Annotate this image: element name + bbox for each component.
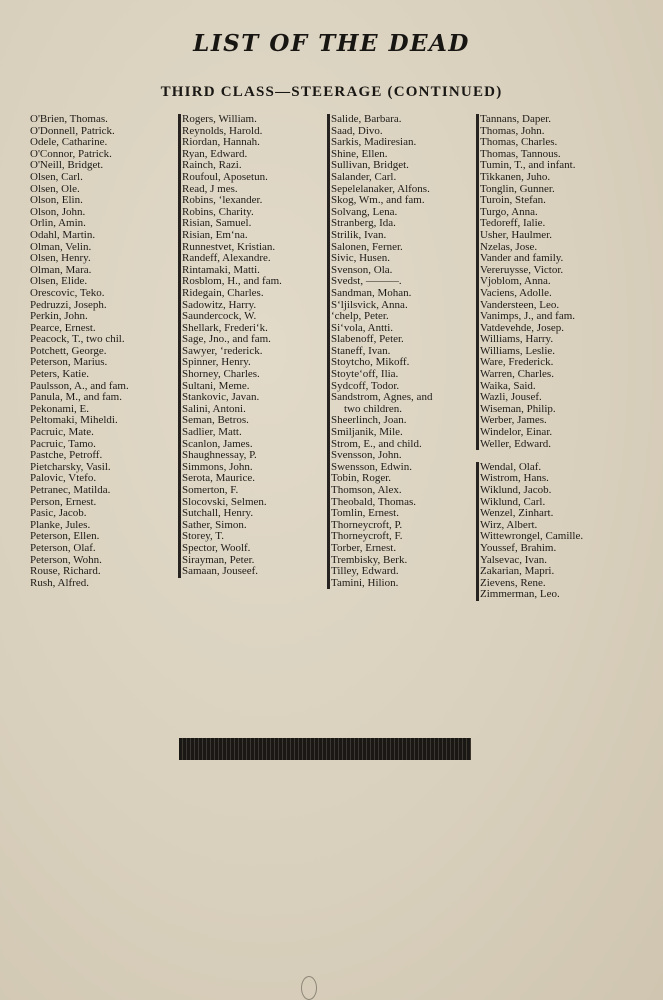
name-entry: Pacruic, Tamo. — [30, 437, 96, 450]
name-entry: Theobald, Thomas. — [327, 497, 475, 509]
name-entry: Shorney, Charles. — [178, 369, 326, 381]
name-entry: Olsen, Ole. — [30, 182, 80, 195]
name-entry: Peacock, T., two chil. — [30, 333, 125, 346]
name-entry: Ridegain, Charles. — [178, 288, 326, 300]
name-entry: Thorneycroft, P. — [327, 520, 475, 532]
name-entry: Vatdevehde, Josep. — [476, 323, 636, 335]
name-entry: Tonglin, Gunner. — [476, 184, 636, 196]
name-entry: Olman, Velin. — [30, 240, 92, 253]
name-entry: Peterson, Marius. — [30, 356, 108, 369]
name-entry: Olsen, Carl. — [30, 170, 83, 183]
name-entry: Swensson, Edwin. — [327, 462, 475, 474]
name-entry: Tumin, T., and infant. — [476, 160, 636, 172]
name-entry: Trembisky, Berk. — [327, 555, 475, 567]
name-entry: Read, J mes. — [178, 184, 326, 196]
name-entry: Wiklund, Carl. — [476, 497, 636, 509]
name-entry: Stoyte‘off, Ilia. — [327, 369, 475, 381]
name-entry: Pearce, Ernest. — [30, 321, 96, 334]
name-entry: Si‘vola, Antti. — [327, 323, 475, 335]
name-entry: Nzelas, Jose. — [476, 242, 636, 254]
name-entry: Tikkanen, Juho. — [476, 172, 636, 184]
name-entry: Sandman, Mohan. — [327, 288, 475, 300]
name-entry: Yalsevac, Ivan. — [476, 555, 636, 567]
page-number-mark — [301, 976, 317, 1000]
name-entry: Tilley, Edward. — [327, 566, 475, 578]
name-entry: Person, Ernest. — [30, 495, 97, 508]
name-entry: Shellark, Frederi‘k. — [178, 323, 326, 335]
name-entry: Skog, Wm., and fam. — [327, 195, 475, 207]
name-entry: Vereruysse, Victor. — [476, 265, 636, 277]
name-entry: Simmons, John. — [178, 462, 326, 474]
name-entry: Riordan, Hannah. — [178, 137, 326, 149]
name-entry: Spinner, Henry. — [178, 357, 326, 369]
name-entry: Serota, Maurice. — [178, 473, 326, 485]
name-entry: Pedruzzi, Joseph. — [30, 298, 107, 311]
name-entry: Peltomaki, Miheldi. — [30, 414, 118, 427]
name-entry: ‘chelp, Peter. — [327, 311, 475, 323]
name-entry: Wendal, Olaf. — [476, 462, 636, 474]
name-entry: Youssef, Brahim. — [476, 543, 636, 555]
name-entry: Sadowitz, Harry. — [178, 300, 326, 312]
name-entry: Peters, Katie. — [30, 368, 89, 381]
name-entry: Wiklund, Jacob. — [476, 485, 636, 497]
name-entry: Windelor, Einar. — [476, 427, 636, 439]
name-entry: Shaughnessay, P. — [178, 450, 326, 462]
name-entry: Sather, Simon. — [178, 520, 326, 532]
name-entry: Olman, Mara. — [30, 263, 92, 276]
name-entry: Runnestvet, Kristian. — [178, 242, 326, 254]
name-entry: Warren, Charles. — [476, 369, 636, 381]
name-entry: Peterson, Wohn. — [30, 553, 102, 566]
name-entry: Thomson, Alex. — [327, 485, 475, 497]
name-entry: Wistrom, Hans. — [476, 473, 636, 485]
name-entry: Zimmerman, Leo. — [476, 589, 636, 601]
name-entry: Wiseman, Philip. — [476, 404, 636, 416]
name-column-3 — [327, 114, 475, 589]
name-entry: Robins, ‘lexander. — [178, 195, 326, 207]
name-entry: Petranec, Matilda. — [30, 484, 111, 496]
name-entry: Werber, James. — [476, 415, 636, 427]
name-entry: Zievens, Rene. — [476, 578, 636, 590]
name-entry: Scanlon, James. — [178, 439, 326, 451]
name-entry: Seman, Betros. — [178, 415, 326, 427]
name-entry: Tannans, Daper. — [476, 114, 636, 126]
name-entry: Thomas, Charles. — [476, 137, 636, 149]
name-entry: Stoytcho, Mikoff. — [327, 357, 475, 369]
name-entry: Roufoul, Aposetun. — [178, 172, 326, 184]
name-column-4 — [476, 114, 636, 601]
name-entry: Orescovic, Teko. — [30, 286, 105, 299]
name-entry: Weller, Edward. — [476, 439, 636, 451]
name-entry: Tobin, Roger. — [327, 473, 475, 485]
name-entry: Perkin, John. — [30, 310, 88, 323]
name-column-1 — [30, 114, 176, 589]
page-title: LIST OF THE DEAD — [193, 30, 470, 57]
name-column-2 — [178, 114, 326, 578]
name-entry: Pekonami, E. — [30, 402, 89, 415]
name-entry: Tomlin, Ernest. — [327, 508, 475, 520]
name-entry: Sydcoff, Todor. — [327, 381, 475, 393]
decorative-rule — [179, 738, 471, 760]
name-entry: Sage, Jno., and fam. — [178, 334, 326, 346]
name-entry: Salonen, Ferner. — [327, 242, 475, 254]
name-entry: Sepelelanaker, Alfons. — [327, 184, 475, 196]
name-entry: Peterson, Olaf. — [30, 541, 96, 554]
name-entry: Pastche, Petroff. — [30, 449, 103, 462]
name-entry: Somerton, F. — [178, 485, 326, 497]
name-entry: Randeff, Alexandre. — [178, 253, 326, 265]
name-entry: S‘ljilsvick, Anna. — [327, 300, 475, 312]
name-entry: Sultani, Meme. — [178, 381, 326, 393]
name-entry: Pietcharsky, Vasil. — [30, 460, 111, 473]
name-entry: Tedoreff, Ialie. — [476, 218, 636, 230]
name-entry: Slabenoff, Peter. — [327, 334, 475, 346]
name-entry: Waika, Said. — [476, 381, 636, 393]
name-entry: Ryan, Edward. — [178, 149, 326, 161]
name-entry: Stankovic, Javan. — [178, 392, 326, 404]
name-entry: Strom, E., and child. — [327, 439, 475, 451]
name-entry: Wenzel, Zinhart. — [476, 508, 636, 520]
name-entry: Olson, Elin. — [30, 194, 83, 207]
name-entry: Peterson, Ellen. — [30, 530, 100, 543]
name-entry: Smiljanik, Mile. — [327, 427, 475, 439]
name-entry: Sadlier, Matt. — [178, 427, 326, 439]
name-entry: Risian, Em‘na. — [178, 230, 326, 242]
name-entry: Zakarian, Mapri. — [476, 566, 636, 578]
name-entry: Thomas, Tannous. — [476, 149, 636, 161]
name-entry: Thorneycroft, F. — [327, 531, 475, 543]
name-entry: Rogers, William. — [178, 114, 326, 126]
name-entry: Saundercock, W. — [178, 311, 326, 323]
name-entry: Odahl, Martin. — [30, 228, 96, 241]
name-entry: Ware, Frederick. — [476, 357, 636, 369]
name-entry: Panula, M., and fam. — [30, 391, 122, 404]
name-entry: O'Donnell, Patrick. — [30, 124, 115, 137]
name-entry: Sullivan, Bridget. — [327, 160, 475, 172]
name-entry: Williams, Harry. — [476, 334, 636, 346]
name-entry: Usher, Haulmer. — [476, 230, 636, 242]
name-entry: Palovic, Vtefo. — [30, 472, 97, 485]
name-entry: Orlin, Amin. — [30, 217, 86, 230]
name-entry: Thomas, John. — [476, 126, 636, 138]
name-entry: Samaan, Jouseef. — [178, 566, 326, 578]
name-entry: Salander, Carl. — [327, 172, 475, 184]
name-entry: Salide, Barbara. — [327, 114, 475, 126]
name-entry: Sheerlinch, Joan. — [327, 415, 475, 427]
name-entry: Olson, John. — [30, 205, 86, 218]
name-entry: Slocovski, Selmen. — [178, 497, 326, 509]
name-entry: Olsen, Elide. — [30, 275, 88, 288]
name-entry: Shine, Ellen. — [327, 149, 475, 161]
name-entry: Rintamaki, Matti. — [178, 265, 326, 277]
name-entry: Risian, Samuel. — [178, 218, 326, 230]
name-entry: Vander and family. — [476, 253, 636, 265]
name-entry: Svensson, John. — [327, 450, 475, 462]
name-entry: Paulsson, A., and fam. — [30, 379, 129, 392]
name-entry: Vjoblom, Anna. — [476, 276, 636, 288]
name-entry: Odele, Catharine. — [30, 136, 108, 149]
name-entry: Salini, Antoni. — [178, 404, 326, 416]
name-entry: Solvang, Lena. — [327, 207, 475, 219]
name-entry: two children. — [327, 404, 475, 416]
name-entry: Pacruic, Mate. — [30, 426, 94, 439]
name-entry: Pasic, Jacob. — [30, 507, 87, 520]
name-entry: Spector, Woolf. — [178, 543, 326, 555]
name-entry: Sawyer, ‘rederick. — [178, 346, 326, 358]
name-entry: Staneff, Ivan. — [327, 346, 475, 358]
name-entry: Rainch, Razi. — [178, 160, 326, 172]
name-entry: Potchett, George. — [30, 344, 107, 357]
name-entry: Rush, Alfred. — [30, 576, 89, 589]
name-entry: Reynolds, Harold. — [178, 126, 326, 138]
name-entry: Rouse, Richard. — [30, 565, 101, 578]
name-entry: Vandersteen, Leo. — [476, 300, 636, 312]
name-entry: O'Neill, Bridget. — [30, 159, 104, 172]
name-entry: Olsen, Henry. — [30, 252, 91, 265]
name-entry: Sarkis, Madiresian. — [327, 137, 475, 149]
name-entry: Robins, Charity. — [178, 207, 326, 219]
name-entry: Stranberg, Ida. — [327, 218, 475, 230]
name-entry: Strilik, Ivan. — [327, 230, 475, 242]
name-entry: Tamini, Hilion. — [327, 578, 475, 590]
name-entry: Torber, Ernest. — [327, 543, 475, 555]
name-entry: Vaciens, Adolle. — [476, 288, 636, 300]
name-entry: Sandstrom, Agnes, and — [327, 392, 475, 404]
name-entry: Vanimps, J., and fam. — [476, 311, 636, 323]
name-entry: Storey, T. — [178, 531, 326, 543]
name-entry: Wirz, Albert. — [476, 520, 636, 532]
name-entry: Sirayman, Peter. — [178, 555, 326, 567]
name-entry: Svenson, Ola. — [327, 265, 475, 277]
name-entry: Wazli, Jousef. — [476, 392, 636, 404]
name-entry: Wittewrongel, Camille. — [476, 531, 636, 543]
name-entry: Williams, Leslie. — [476, 346, 636, 358]
name-entry: Planke, Jules. — [30, 518, 91, 531]
name-entry: Sivic, Husen. — [327, 253, 475, 265]
name-entry: Sutchall, Henry. — [178, 508, 326, 520]
section-heading: THIRD CLASS—STEERAGE (CONTINUED) — [160, 84, 503, 100]
name-entry: O'Connor, Patrick. — [30, 147, 112, 160]
name-entry: Saad, Divo. — [327, 126, 475, 138]
name-entry: Turoin, Stefan. — [476, 195, 636, 207]
name-entry: Turgo, Anna. — [476, 207, 636, 219]
name-entry: Rosblom, H., and fam. — [178, 276, 326, 288]
name-entry: O'Brien, Thomas. — [30, 113, 108, 125]
name-entry: Svedst, ———. — [327, 276, 475, 288]
